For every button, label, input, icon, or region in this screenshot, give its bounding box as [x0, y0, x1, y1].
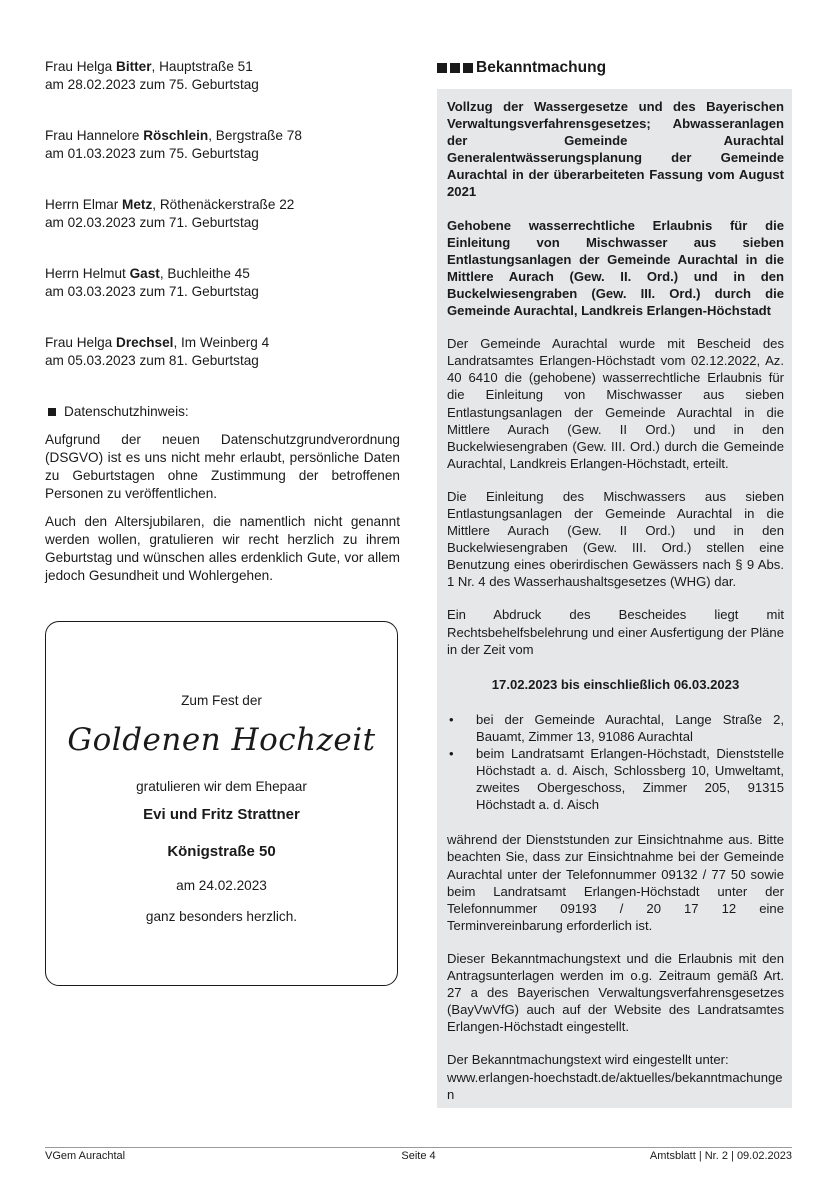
entry-address: , Buchleithe 45 [159, 266, 250, 281]
birthday-entry [45, 265, 400, 301]
bullet-icon: • [449, 746, 454, 761]
entry-address: , Bergstraße 78 [208, 128, 302, 143]
anniversary-card [45, 621, 398, 986]
notice-paragraph: Der Gemeinde Aurachtal wurde mit Bescheid des Landratsamtes Erlangen-Höchstadt vom 02.12.2022, Az. 40 6410 die (gehobene) wasserrechtliche Erlaubnis für die Einleitung von Mischwasser aus sieben Entlastungsanlagen der Gemeinde Aurachtal in die Mittlere Aurach (Gew. II Ord.) und in den Buckelwiesengraben (Gew. III. Ord.) durch die Gemeinde Aurachtal, Landkreis Erlangen-Höchstadt, erteilt. [447, 336, 784, 471]
birthday-column [45, 58, 400, 595]
notice-url[interactable]: www.erlangen-hoechstadt.de/aktuelles/bekanntmachungen [447, 1069, 783, 1102]
square-icon [450, 63, 460, 73]
entry-surname: Bitter [116, 59, 152, 74]
notice-url-label: Der Bekanntmachungstext wird eingestellt unter: [447, 1052, 729, 1068]
notice-content [447, 98, 784, 1103]
notice-url-paragraph [447, 1051, 784, 1102]
entry-surname: Röschlein [143, 128, 209, 143]
entry-prefix: Herrn Elmar [45, 197, 123, 212]
entry-address: , Im Weinberg 4 [173, 335, 270, 350]
card-intro: Zum Fest der [181, 693, 262, 708]
list-item-text: beim Landratsamt Erlangen-Höchstadt, Dienststelle Höchstadt a. d. Aisch, Schlossberg 10, Umweltamt, zweites Obergeschoss, Zimmer 205, 91315 Höchstadt a. d. Aisch [476, 746, 784, 813]
card-closing: ganz besonders herzlich. [145, 909, 298, 924]
entry-prefix: Herrn Helmut [45, 266, 130, 281]
birthday-entry [45, 196, 400, 232]
privacy-heading [45, 403, 400, 421]
entry-surname: Drechsel [116, 335, 174, 350]
entry-date: am 05.03.2023 zum 81. Geburtstag [45, 353, 259, 368]
entry-address: , Röthenäckerstraße 22 [152, 197, 295, 212]
square-bullet-icon [48, 408, 56, 416]
list-item [447, 745, 784, 813]
birthday-entry [45, 334, 400, 370]
card-date: am 24.02.2023 [176, 878, 267, 893]
card-greeting: gratulieren wir dem Ehepaar [136, 779, 307, 794]
notice-heading-text: Bekanntmachung [476, 59, 607, 76]
entry-surname: Metz [122, 197, 153, 212]
privacy-heading-text: Datenschutzhinweis: [64, 404, 189, 419]
footer-divider [45, 1147, 792, 1148]
card-street: Königstraße 50 [167, 843, 276, 860]
birthday-entry [45, 58, 400, 94]
entry-surname: Gast [129, 266, 160, 281]
notice-title: Vollzug der Wassergesetze und des Bayerischen Verwaltungsverfahrensgesetzes; Abwasseranlagen der Gemeinde Aurachtal Generalentwässerungsplanung der Gemeinde Aurachtal in der überarbeiteten Fassung vom August 2021 [447, 99, 784, 200]
footer-issue: Amtsblatt | Nr. 2 | 09.02.2023 [649, 1150, 792, 1162]
notice-period: 17.02.2023 bis einschließlich 06.03.2023 [491, 676, 740, 692]
bullet-icon: • [449, 711, 454, 727]
privacy-paragraph: Aufgrund der neuen Datenschutzgrundverordnung (DSGVO) ist es uns nicht mehr erlaubt, persönliche Daten zu Geburtstagen ohne Zustimmung der betroffenen Personen zu veröffentlichen. [45, 432, 400, 501]
entry-prefix: Frau Helga [45, 59, 117, 74]
entry-date: am 02.03.2023 zum 71. Geburtstag [45, 215, 259, 230]
notice-paragraph: Die Einleitung des Mischwassers aus sieben Entlastungsanlagen der Gemeinde Aurachtal in die Mittlere Aurach (Gew. II Ord.) und in den Buckelwiesengraben (Gew. III. Ord.) stellen eine Benutzung eines oberirdischen Gewässers nach § 9 Abs. 1 Nr. 4 des Wasserhaushaltsgesetzes (WHG) dar. [447, 488, 784, 590]
privacy-paragraph: Auch den Altersjubilaren, die namentlich nicht genannt werden wollen, gratulieren wir recht herzlich zu ihrem Geburtstag und wünschen alles erdenklich Gute, vor allem jedoch Gesundheit und Wohlergehen. [45, 514, 400, 583]
footer-page-number: Seite 4 [401, 1150, 436, 1162]
notice-paragraph: während der Dienststunden zur Einsichtnahme aus. Bitte beachten Sie, dass zur Einsichtnahme bei der Gemeinde Aurachtal unter der Telefonnummer 09132 / 77 50 sowie beim Landratsamt Erlangen-Höchstadt unter der Telefonnummer 09193 / 20 17 12 eine Terminvereinbarung erforderlich ist. [447, 832, 784, 933]
location-list [447, 711, 784, 814]
entry-date: am 28.02.2023 zum 75. Geburtstag [45, 77, 259, 92]
entry-date: am 03.03.2023 zum 71. Geburtstag [45, 284, 259, 299]
card-script-title: Goldenen Hochzeit [67, 722, 376, 758]
list-item [447, 711, 784, 745]
square-icon [463, 63, 473, 73]
birthday-entry [45, 127, 400, 163]
entry-prefix: Frau Helga [45, 335, 117, 350]
notice-subtitle: Gehobene wasserrechtliche Erlaubnis für die Einleitung von Mischwasser aus sieben Entlastungsanlagen der Gemeinde Aurachtal in die Mittlere Aurach (Gew. II. Ord.) und in den Buckelwiesengraben (Gew. III. Ord.) durch die Gemeinde Aurachtal, Landkreis Erlangen-Höchstadt [447, 217, 784, 319]
footer-publisher: VGem Aurachtal [45, 1150, 126, 1162]
notice-paragraph: Dieser Bekanntmachungstext und die Erlaubnis mit den Antragsunterlagen werden im o.g. Zeitraum gemäß Art. 27 a des Bayerischen Verwaltungsverfahrensgesetzes (BayVwVfG) auch auf der Website des Landratsamtes Erlangen-Höchstadt eingestellt. [447, 950, 784, 1035]
entry-prefix: Frau Hannelore [45, 128, 144, 143]
notice-heading [437, 59, 606, 77]
notice-paragraph: Ein Abdruck des Bescheides liegt mit Rechtsbehelfsbelehrung und einer Ausfertigung der Pläne in der Zeit vom [447, 607, 784, 657]
entry-date: am 01.03.2023 zum 75. Geburtstag [45, 146, 259, 161]
entry-address: , Hauptstraße 51 [151, 59, 253, 74]
list-item-text: bei der Gemeinde Aurachtal, Lange Straße 2, Bauamt, Zimmer 13, 91086 Aurachtal [476, 711, 784, 744]
square-icon [437, 63, 447, 73]
card-names: Evi und Fritz Strattner [143, 806, 300, 823]
